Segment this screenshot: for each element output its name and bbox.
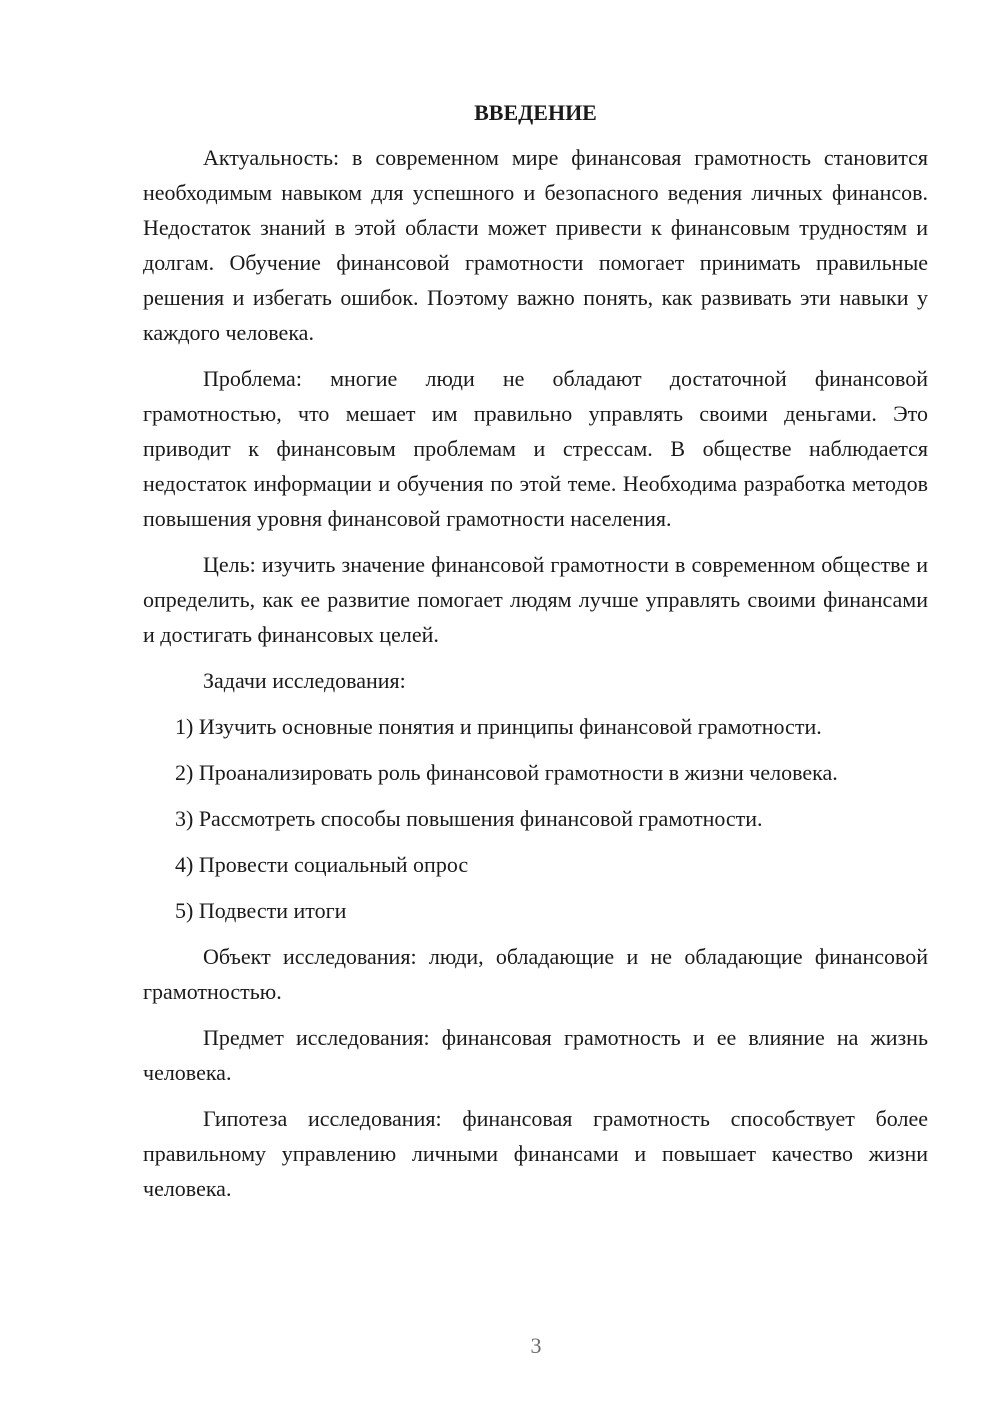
paragraph-object: Объект исследования: люди, обладающие и не обладающие финансовой грамотностью. — [143, 944, 928, 1004]
paragraph-problem: Проблема: многие люди не обладают достаточной финансовой грамотностью, что мешает им правильно управлять своими деньгами. Это приводит к финансовым проблемам и стрессам. В обществе наблюдается недостаток информации и обучения по этой теме. Необходима разработка методов повышения уровня финансовой грамотности населения. — [143, 366, 928, 531]
task-item-3: 3) Рассмотреть способы повышения финансовой грамотности. — [175, 806, 763, 831]
paragraph-goal: Цель: изучить значение финансовой грамотности в современном обществе и определить, как ее развитие помогает людям лучше управлять своими финансами и достигать финансовых целей. — [143, 552, 928, 647]
page-number: 3 — [530, 1333, 542, 1358]
paragraph-tasks-heading: Задачи исследования: — [203, 668, 406, 693]
task-item-2: 2) Проанализировать роль финансовой грамотности в жизни человека. — [175, 760, 838, 785]
section-title: ВВЕДЕНИЕ — [474, 100, 597, 125]
task-item-5: 5) Подвести итоги — [175, 898, 347, 923]
paragraph-relevance: Актуальность: в современном мире финансовая грамотность становится необходимым навыком для успешного и безопасного ведения личных финансов. Недостаток знаний в этой области может привести к финансовым трудностям и долгам. Обучение финансовой грамотности помогает принимать правильные решения и избегать ошибок. Поэтому важно понять, как развивать эти навыки у каждого человека. — [143, 145, 928, 345]
paragraph-subject: Предмет исследования: финансовая грамотность и ее влияние на жизнь человека. — [143, 1025, 928, 1085]
task-item-1: 1) Изучить основные понятия и принципы финансовой грамотности. — [175, 714, 822, 739]
paragraph-hypothesis: Гипотеза исследования: финансовая грамотность способствует более правильному управлению личными финансами и повышает качество жизни человека. — [143, 1106, 928, 1201]
task-item-4: 4) Провести социальный опрос — [175, 852, 469, 877]
page-content — [143, 95, 928, 1217]
